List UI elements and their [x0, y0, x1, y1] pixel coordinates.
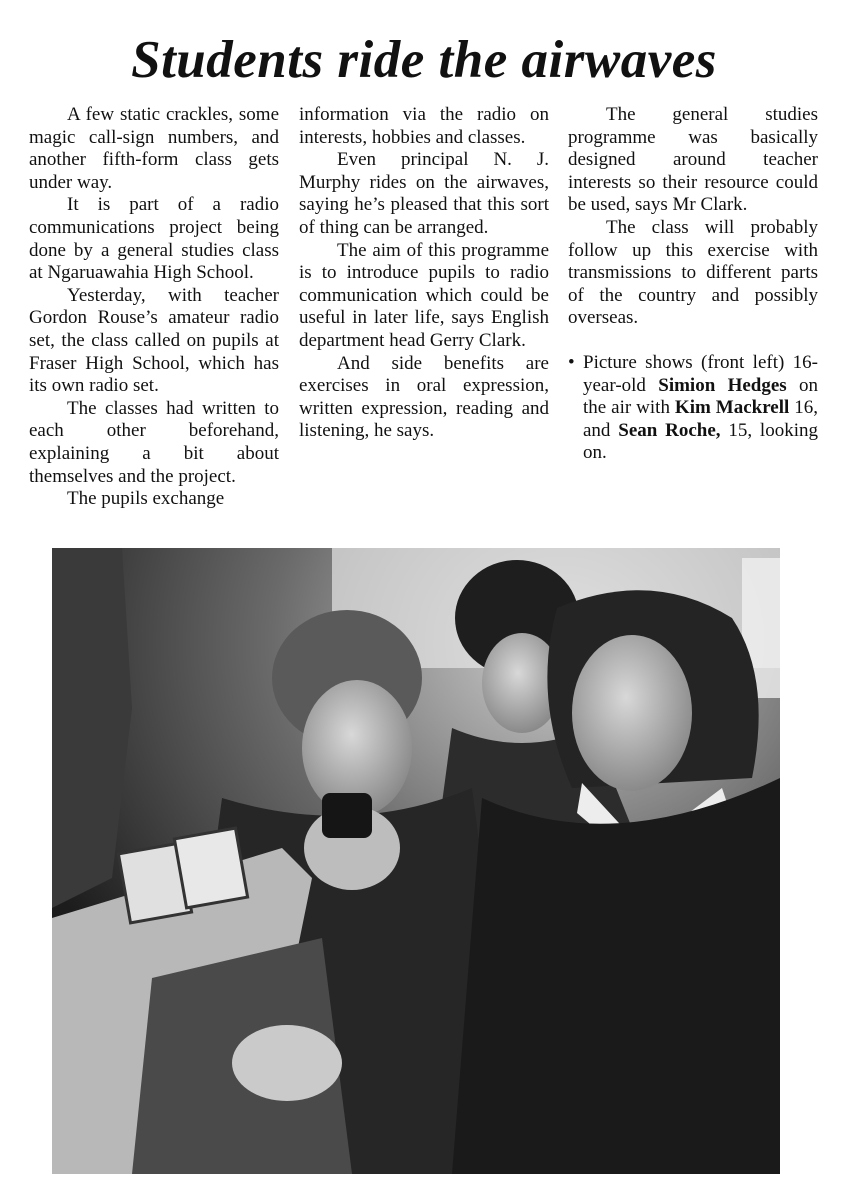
paragraph: The class will probably follow up this exercise with transmissions to different parts of the country and possibly overseas. [568, 216, 818, 329]
hand-dial [232, 1025, 342, 1101]
paragraph: Even principal N. J. Murphy rides on the airwaves, saying he’s pleased that this sort of thing can be arranged. [299, 149, 549, 238]
girl-face [572, 635, 692, 791]
bullet-icon: • [568, 351, 575, 373]
microphone [322, 793, 372, 838]
caption-text: on the air with [583, 374, 819, 419]
paragraph: It is part of a radio communications project being done by a general studies class at Ngaruawahia High School. [29, 194, 279, 284]
paragraph: A few static crackles, some magic call-sign numbers, and another fifth-form class gets under way. [29, 104, 279, 193]
caption-text: Picture shows (front left) 16-year-old [583, 351, 818, 396]
paragraph: And side benefits are exercises in oral expression, written expression, reading and listening, he says. [299, 352, 549, 442]
news-photo [52, 548, 780, 1174]
article-column-2 [299, 104, 549, 443]
article-column-3 [568, 104, 818, 465]
paragraph: The pupils exchange [67, 488, 225, 510]
article-column-1 [29, 104, 279, 511]
photo-caption [568, 352, 818, 465]
girl-body [452, 778, 780, 1174]
paragraph: The aim of this programme is to introduce pupils to radio communication which could be useful in later life, says English department head Gerry Clark. [299, 239, 549, 351]
paragraph: information via the radio on interests, hobbies and classes. [299, 104, 549, 148]
paragraph: The general studies programme was basically designed around teacher interests so their resource could be used, says Mr Clark. [568, 104, 818, 216]
headline: Students ride the airwaves [131, 31, 717, 89]
caption-text: 16, and [583, 397, 819, 441]
meter-right [174, 828, 247, 908]
caption-name: Sean Roche, [618, 419, 721, 441]
caption-text: 15, looking on. [583, 419, 818, 464]
caption-name: Kim Mackrell [674, 397, 790, 419]
paragraph: Yesterday, with teacher Gordon Rouse’s amateur radio set, the class called on pupils at Fraser High School, which has its own radio set. [29, 284, 279, 397]
caption-name: Simion Hedges [658, 374, 787, 396]
paragraph: The classes had written to each other beforehand, explaining a bit about themselves and the project. [29, 397, 279, 487]
